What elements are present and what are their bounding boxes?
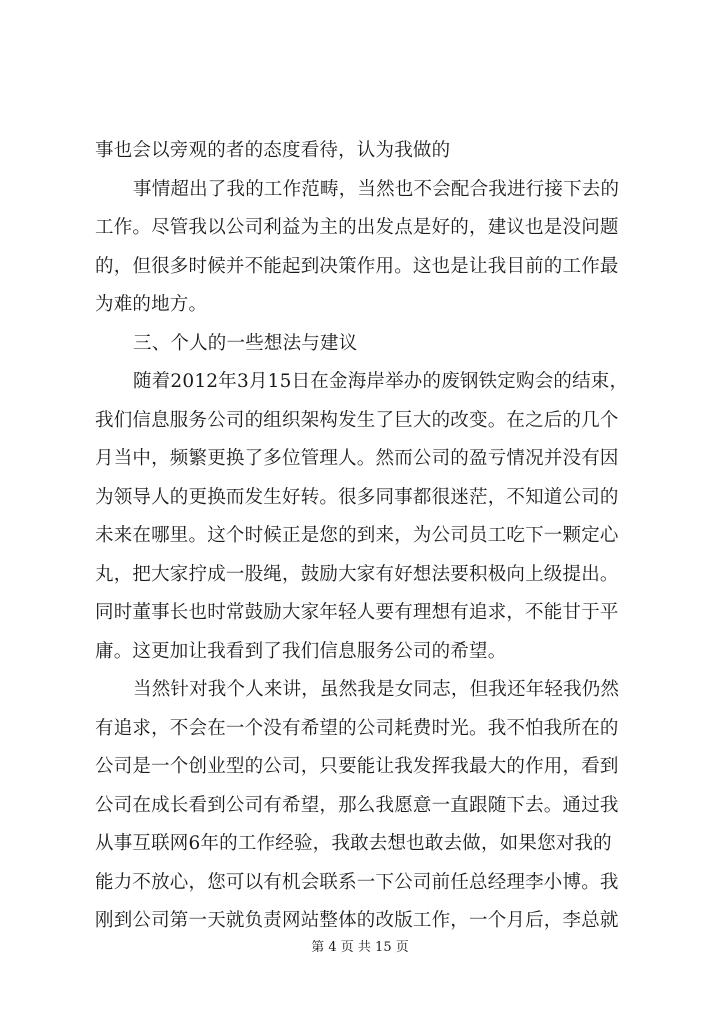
- page-footer: 第 4 页 共 15 页: [311, 940, 409, 955]
- text-line: 同时董事长也时常鼓励大家年轻人要有理想有追求，不能甘于平: [95, 602, 619, 623]
- text-line: 未来在哪里。这个时候正是您的到来，为公司员工吃下一颗定心: [95, 525, 619, 546]
- text-line: 能力不放心，您可以有机会联系一下公司前任总经理李小博。我: [95, 871, 619, 893]
- text-line: 公司是一个创业型的公司，只要能让我发挥我最大的作用，看到: [95, 756, 619, 777]
- text-line: 月当中，频繁更换了多位管理人。然而公司的盈亏情况并没有因: [95, 448, 619, 469]
- text-line: 为领导人的更换而发生好转。很多同事都很迷茫，不知道公司的: [95, 486, 619, 508]
- document-body: [95, 132, 635, 941]
- text-line: 从事互联网6年的工作经验，我敢去想也敢去做，如果您对我的: [95, 833, 612, 854]
- text-line: 庸。这更加让我看到了我们信息服务公司的希望。: [95, 640, 507, 662]
- text-line: 公司在成长看到公司有希望，那么我愿意一直跟随下去。通过我: [95, 794, 619, 816]
- text-line: 事情超出了我的工作范畴，当然也不会配合我进行接下去的: [133, 178, 620, 200]
- text-line: 事也会以旁观的者的态度看待，认为我做的: [95, 140, 451, 161]
- text-line: 丸，把大家拧成一股绳，鼓励大家有好想法要积极向上级提出。: [95, 563, 619, 585]
- text-line: 当然针对我个人来讲，虽然我是女同志，但我还年轻我仍然: [133, 679, 620, 700]
- text-line: 有追求，不会在一个没有希望的公司耗费时光。我不怕我所在的: [95, 717, 619, 739]
- text-line: 为难的地方。: [95, 294, 208, 315]
- text-line: 的，但很多时候并不能起到决策作用。这也是让我目前的工作最: [95, 255, 619, 277]
- text-line: 刚到公司第一天就负责网站整体的改版工作，一个月后，李总就: [95, 910, 619, 931]
- text-line: 我们信息服务公司的组织架构发生了巨大的改变。在之后的几个: [95, 409, 619, 431]
- text-line: 随着2012年3月15日在金海岸举办的废钢铁定购会的结束，: [133, 371, 629, 392]
- text-line: 工作。尽管我以公司利益为主的出发点是好的，建议也是没问题: [95, 217, 619, 238]
- text-line: 三、个人的一些想法与建议: [133, 332, 358, 354]
